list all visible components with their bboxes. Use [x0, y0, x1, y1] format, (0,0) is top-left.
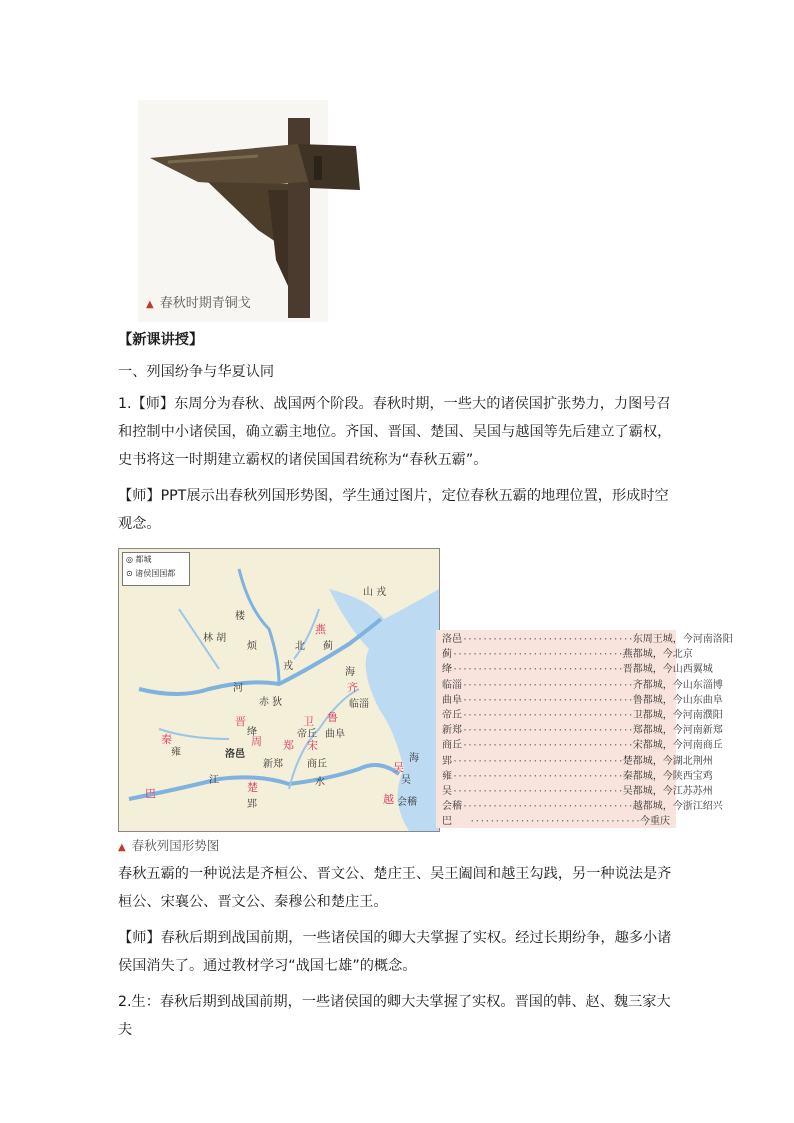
caption-triangle-icon: ▲ — [146, 299, 154, 310]
label-ji: 蓟 — [323, 641, 333, 652]
city-name: 新郑 — [442, 725, 462, 737]
label-fan: 烦 — [247, 641, 257, 652]
label-ba: 巴 — [145, 787, 156, 800]
city-row — [442, 708, 723, 723]
label-yong: 雍 — [171, 747, 181, 758]
label-zheng: 郑 — [283, 739, 294, 752]
label-shangqiu: 商丘 — [307, 759, 327, 770]
label-xinzheng: 新郑 — [263, 759, 283, 770]
label-linhu: 林 胡 — [203, 633, 227, 644]
city-row — [442, 799, 723, 814]
city-description: 鲁都城，今山东曲阜 — [632, 694, 723, 706]
city-description: 今重庆 — [640, 816, 670, 828]
city-row — [442, 754, 713, 769]
label-diqiu: 帝丘 — [297, 729, 317, 740]
city-description: 宋都城，今河南商丘 — [632, 740, 723, 752]
label-linzi: 临淄 — [349, 699, 369, 710]
city-description: 越都城，今浙江绍兴 — [632, 801, 723, 813]
city-row — [442, 784, 713, 799]
map-caption: ▲ 春秋列国形势图 — [118, 838, 220, 853]
city-name: 吴 — [442, 786, 452, 798]
label-song: 宋 — [307, 739, 318, 752]
bronze-ge-drawing — [138, 100, 328, 322]
spring-autumn-map — [118, 548, 440, 832]
leader-dots: ·································· — [469, 816, 640, 828]
label-zhou: 周 — [251, 735, 262, 748]
city-row — [442, 769, 713, 784]
leader-dots: ·································· — [452, 649, 623, 661]
label-qin: 秦 — [161, 733, 172, 746]
leader-dots: ·································· — [452, 786, 623, 798]
label-chu: 楚 — [247, 781, 258, 794]
leader-dots: ·································· — [462, 634, 633, 645]
label-qufu: 曲阜 — [325, 729, 345, 740]
section-heading: 【新课讲授】 — [118, 332, 204, 348]
city-name: 蓟 — [442, 649, 452, 661]
city-description: 燕都城，今北京 — [622, 649, 693, 661]
label-lu: 鲁 — [327, 711, 338, 724]
label-wu-state: 吴 — [393, 761, 404, 774]
leader-dots: ·································· — [452, 664, 623, 676]
paragraph-4: 【师】春秋后期到战国前期，一些诸侯国的卿大夫掌握了实权。经过长期纷争，趣多小诸侯国消失了。通过教材学习“战国七雄”的概念。 — [118, 930, 672, 974]
leader-dots: ·································· — [462, 740, 633, 752]
city-description: 卫都城，今河南濮阳 — [632, 710, 723, 722]
paragraph-2: 【师】PPT展示出春秋列国形势图，学生通过图片，定位春秋五霸的地理位置，形成时空观念。 — [118, 488, 669, 532]
city-name: 曲阜 — [442, 694, 462, 706]
label-wu-city: 吴 — [401, 775, 411, 786]
label-he: 河 — [233, 683, 243, 694]
figure-caption: ▲ 春秋时期青铜戈 — [146, 296, 251, 311]
label-chidi: 赤 狄 — [259, 697, 283, 708]
city-list — [436, 630, 733, 828]
city-description: 楚都城，今湖北荆州 — [622, 755, 713, 767]
label-bei: 北 — [295, 641, 305, 652]
label-yan: 燕 — [315, 623, 326, 636]
city-row — [442, 723, 723, 738]
label-jiang-river: 江 — [209, 775, 219, 786]
city-name: 巴 — [442, 816, 452, 828]
city-name: 商丘 — [442, 740, 462, 752]
label-shanrong: 山 戎 — [363, 587, 387, 598]
paragraph-5: 2.生：春秋后期到战国前期，一些诸侯国的卿大夫掌握了实权。晋国的韩、赵、魏三家大夫 — [118, 994, 671, 1038]
label-rong: 戎 — [283, 661, 293, 672]
paragraph-1: 1.【师】东周分为春秋、战国两个阶段。春秋时期，一些大的诸侯国扩张势力，力图号召和控制中小诸侯国，确立霸主地位。齐国、晋国、楚国、吴国与越国等先后建立了霸权，史书将这一时期建立霸权的诸侯国国君统称为“春秋五霸”。 — [118, 396, 672, 468]
leader-dots: ·································· — [462, 725, 633, 737]
city-name: 临淄 — [442, 679, 462, 691]
city-name: 帝丘 — [442, 710, 462, 722]
label-wei: 卫 — [303, 715, 314, 728]
city-row — [442, 693, 723, 708]
leader-dots: ·································· — [452, 770, 623, 782]
city-name: 会稽 — [442, 801, 462, 813]
label-qi: 齐 — [347, 681, 358, 694]
city-row — [442, 647, 693, 662]
city-row — [442, 738, 723, 753]
label-jiang: 绛 — [247, 727, 257, 738]
label-ying: 郢 — [247, 799, 257, 810]
label-hai1: 海 — [345, 667, 355, 678]
map-terrain — [119, 549, 439, 831]
city-description: 吴都城，今江苏苏州 — [622, 786, 713, 798]
section-subheading: 一、列国纷争与华夏认同 — [118, 364, 275, 380]
city-row — [442, 814, 670, 829]
city-name: 洛邑 — [442, 634, 462, 645]
city-name: 郢 — [442, 755, 452, 767]
map-legend: ◎ 都城 ⊙ 诸侯国国都 — [122, 552, 190, 586]
city-row — [442, 632, 733, 647]
leader-dots: ·································· — [462, 694, 633, 706]
label-lou: 楼 — [235, 611, 245, 622]
leader-dots: ·································· — [452, 755, 623, 767]
caption-triangle-icon: ▲ — [118, 842, 126, 853]
label-shui: 水 — [315, 777, 325, 788]
city-description: 东周王城，今河南洛阳 — [632, 634, 733, 645]
paragraph-3: 春秋五霸的一种说法是齐桓公、晋文公、楚庄王、吴王阖闾和越王勾践，另一种说法是齐桓公、宋襄公、晋文公、秦穆公和楚庄王。 — [118, 866, 672, 910]
city-description: 秦都城，今陕西宝鸡 — [622, 770, 713, 782]
city-description: 晋都城，今山西翼城 — [622, 664, 713, 676]
leader-dots: ·································· — [462, 710, 633, 722]
label-hai2: 海 — [409, 753, 419, 764]
city-row — [442, 662, 713, 677]
leader-dots: ·································· — [462, 679, 633, 691]
city-name: 绛 — [442, 664, 452, 676]
city-description: 郑都城，今河南新郑 — [632, 725, 723, 737]
capital-icon: ◎ — [126, 555, 133, 564]
label-kuaiji: 会稽 — [397, 797, 417, 808]
label-luoyi: 洛邑 — [225, 749, 245, 760]
label-yue: 越 — [383, 793, 394, 806]
bronze-ge-image — [138, 100, 328, 322]
state-capital-icon: ⊙ — [126, 569, 133, 578]
leader-dots: ·································· — [462, 801, 633, 813]
label-jin: 晋 — [235, 715, 246, 728]
city-name: 雍 — [442, 770, 452, 782]
city-row — [442, 678, 723, 693]
city-description: 齐都城，今山东淄博 — [632, 679, 723, 691]
